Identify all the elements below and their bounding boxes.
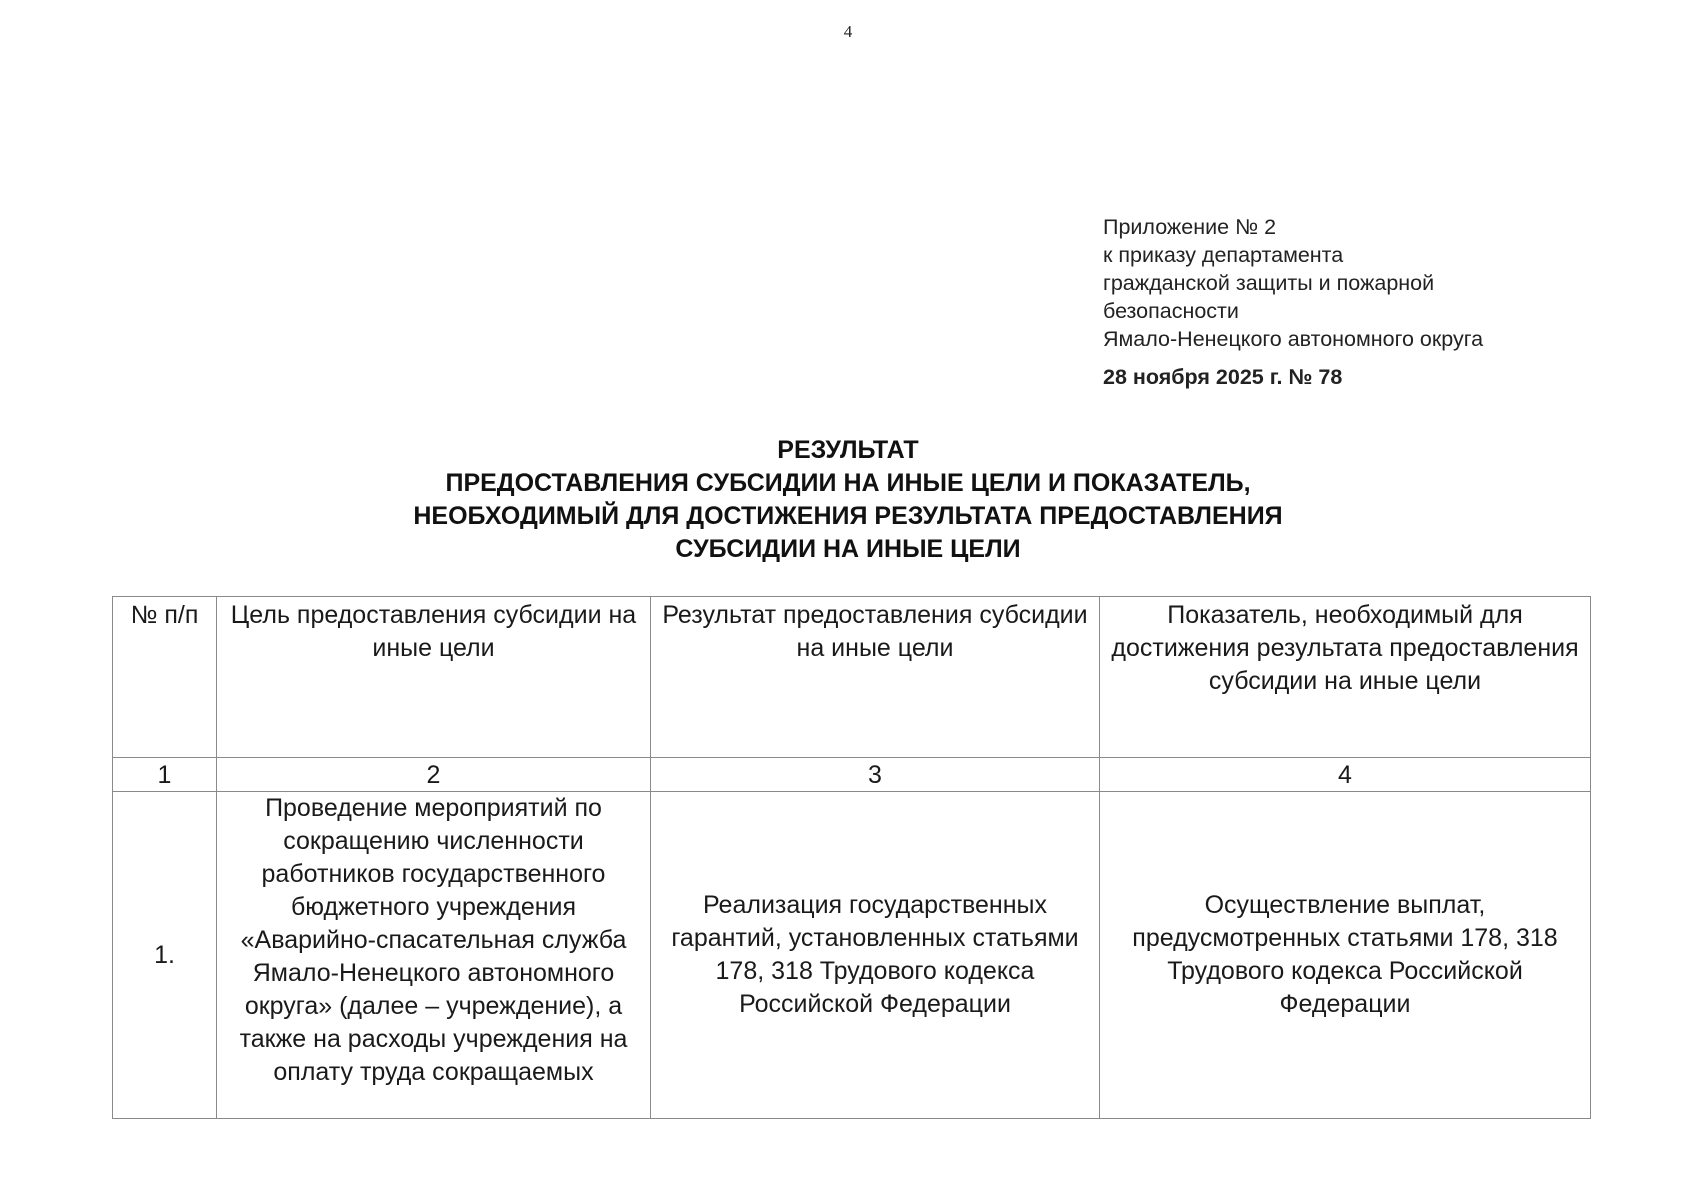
goal-cell: Проведение мероприятий по сокращению численности работников государственного бюджетного учреждения «Аварийно-спасательная служба Ямало-Ненецкого автономного округа» (далее – учреждение), а также на расходы учреждения на оплату труда сокращаемых [217, 792, 651, 1119]
column-number-cell: 1 [113, 758, 217, 792]
appendix-line: гражданской защиты и пожарной [1103, 271, 1435, 295]
title-line: НЕОБХОДИМЫЙ ДЛЯ ДОСТИЖЕНИЯ РЕЗУЛЬТАТА ПРЕДОСТАВЛЕНИЯ [413, 502, 1283, 530]
title-line: СУБСИДИИ НА ИНЫЕ ЦЕЛИ [675, 535, 1021, 563]
column-number-cell: 4 [1100, 758, 1591, 792]
header-cell-goal: Цель предоставления субсидии на иные цели [217, 597, 651, 758]
appendix-line: Ямало-Ненецкого автономного округа [1103, 327, 1484, 351]
appendix-line: к приказу департамента [1103, 243, 1344, 267]
column-number-cell: 2 [217, 758, 651, 792]
column-numbering-row [113, 758, 1591, 792]
title-line: РЕЗУЛЬТАТ [777, 436, 919, 464]
header-cell-result: Результат предоставления субсидии на иные цели [651, 597, 1100, 758]
column-number-cell: 3 [651, 758, 1100, 792]
results-table [112, 596, 1591, 1119]
header-cell-number: № п/п [113, 597, 217, 758]
appendix-line: Приложение № 2 [1103, 215, 1277, 239]
row-number-cell: 1. [113, 792, 217, 1119]
header-cell-indicator: Показатель, необходимый для достижения результата предоставления субсидии на иные цели [1100, 597, 1591, 758]
indicator-cell: Осуществление выплат, предусмотренных статьями 178, 318 Трудового кодекса Российской Федерации [1100, 792, 1591, 1119]
table-header-row [113, 597, 1591, 758]
document-title [0, 434, 1696, 566]
result-cell: Реализация государственных гарантий, установленных статьями 178, 318 Трудового кодекса Российской Федерации [651, 792, 1100, 1119]
order-date-number: 28 ноября 2025 г. № 78 [1103, 365, 1343, 389]
table-row [113, 792, 1591, 1119]
page-number: 4 [843, 22, 853, 41]
appendix-line: безопасности [1103, 299, 1239, 323]
title-line: ПРЕДОСТАВЛЕНИЯ СУБСИДИИ НА ИНЫЕ ЦЕЛИ И ПОКАЗАТЕЛЬ, [445, 469, 1251, 497]
appendix-block [1103, 213, 1623, 391]
